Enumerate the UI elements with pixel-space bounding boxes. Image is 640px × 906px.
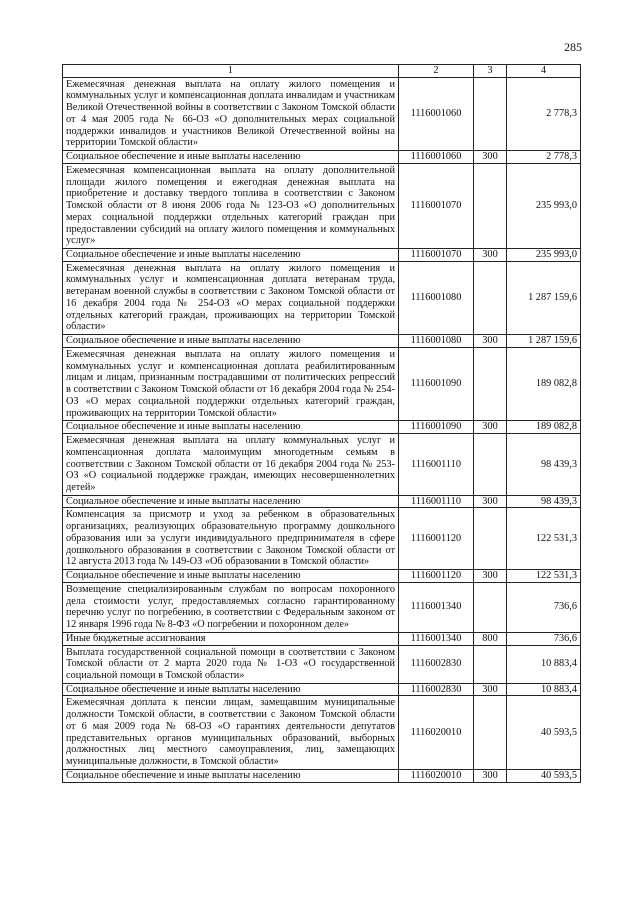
row-kind: 300 <box>474 421 507 434</box>
row-code: 1116001080 <box>399 335 474 348</box>
row-amount: 40 593,5 <box>507 769 581 782</box>
row-kind <box>474 163 507 248</box>
row-amount: 2 778,3 <box>507 77 581 150</box>
row-amount: 1 287 159,6 <box>507 261 581 334</box>
row-name: Ежемесячная денежная выплата на оплату жилого помещения и коммунальных услуг и компенсационная доплата реабилитированным лицам и лицам, признанным пострадавшими от политических репрессий в соответствии с Законом Томской области от 16 декабря 2004 года № 254-ОЗ «О мерах социальной поддержки отдельных категорий граждан, проживающих на территории Томской области» <box>63 347 399 420</box>
table-row <box>63 582 581 632</box>
row-code: 1116002830 <box>399 645 474 683</box>
table-row <box>63 77 581 150</box>
table-row <box>63 645 581 683</box>
row-code: 1116001060 <box>399 151 474 164</box>
table-row <box>63 249 581 262</box>
row-amount: 736,6 <box>507 582 581 632</box>
row-code: 1116020010 <box>399 769 474 782</box>
row-amount: 98 439,3 <box>507 434 581 496</box>
row-amount: 10 883,4 <box>507 645 581 683</box>
table-row <box>63 261 581 334</box>
row-name: Возмещение специализированным службам по вопросам похоронного дела стоимости услуг, предоставляемых согласно гарантированному перечню услуг по погребению, в соответствии с Федеральным законом от 12 января 1996 года № 8-ФЗ «О погребении и похоронном деле» <box>63 582 399 632</box>
row-kind: 300 <box>474 495 507 508</box>
row-amount: 1 287 159,6 <box>507 335 581 348</box>
row-code: 1116001060 <box>399 77 474 150</box>
row-name: Социальное обеспечение и иные выплаты населению <box>63 421 399 434</box>
row-name: Социальное обеспечение и иные выплаты населению <box>63 335 399 348</box>
table-row <box>63 335 581 348</box>
row-amount: 98 439,3 <box>507 495 581 508</box>
row-amount: 189 082,8 <box>507 347 581 420</box>
row-name: Компенсация за присмотр и уход за ребенком в образовательных организациях, реализующих образовательную программу дошкольного образования или за услуги индивидуального предпринимателя в сфере дошкольного образования в соответствии с Законом Томской области от 12 августа 2013 года № 149-ОЗ «Об образовании в Томской области» <box>63 508 399 570</box>
table-row <box>63 434 581 496</box>
row-code: 1116001340 <box>399 582 474 632</box>
table-row <box>63 683 581 696</box>
row-kind: 300 <box>474 683 507 696</box>
row-amount: 122 531,3 <box>507 570 581 583</box>
row-amount: 189 082,8 <box>507 421 581 434</box>
row-amount: 40 593,5 <box>507 696 581 769</box>
table-row <box>63 769 581 782</box>
table-row <box>63 696 581 769</box>
row-kind <box>474 696 507 769</box>
row-kind <box>474 434 507 496</box>
header-cell-1: 1 <box>63 65 399 78</box>
table-row <box>63 151 581 164</box>
row-code: 1116001120 <box>399 570 474 583</box>
row-code: 1116001090 <box>399 421 474 434</box>
row-kind: 300 <box>474 151 507 164</box>
row-code: 1116001120 <box>399 508 474 570</box>
table-row <box>63 495 581 508</box>
row-amount: 2 778,3 <box>507 151 581 164</box>
row-name: Социальное обеспечение и иные выплаты населению <box>63 769 399 782</box>
table-row <box>63 163 581 248</box>
row-amount: 10 883,4 <box>507 683 581 696</box>
row-code: 1116002830 <box>399 683 474 696</box>
row-name: Социальное обеспечение и иные выплаты населению <box>63 495 399 508</box>
page-number: 285 <box>564 40 582 54</box>
table-row <box>63 632 581 645</box>
header-cell-4: 4 <box>507 65 581 78</box>
row-code: 1116001110 <box>399 495 474 508</box>
row-name: Социальное обеспечение и иные выплаты населению <box>63 249 399 262</box>
row-kind: 300 <box>474 249 507 262</box>
table-row <box>63 570 581 583</box>
row-code: 1116001080 <box>399 261 474 334</box>
table-row <box>63 508 581 570</box>
row-kind: 300 <box>474 570 507 583</box>
row-kind <box>474 347 507 420</box>
row-name: Ежемесячная денежная выплата на оплату коммунальных услуг и компенсационная доплата малоимущим многодетным семьям в соответствии с Законом Томской области от 16 декабря 2004 года № 253-ОЗ «О социальной поддержке граждан, имеющих несовершеннолетних детей» <box>63 434 399 496</box>
row-name: Социальное обеспечение и иные выплаты населению <box>63 683 399 696</box>
row-name: Ежемесячная денежная выплата на оплату жилого помещения и коммунальных услуг и компенсационная доплата инвалидам и участникам Великой Отечественной войны в соответствии с Законом Томской области от 4 мая 2005 года № 66-ОЗ «О дополнительных мерах социальной поддержки инвалидов и участников Великой Отечественной войны на территории Томской области» <box>63 77 399 150</box>
row-name: Социальное обеспечение и иные выплаты населению <box>63 151 399 164</box>
row-kind: 800 <box>474 632 507 645</box>
row-kind: 300 <box>474 769 507 782</box>
row-amount: 122 531,3 <box>507 508 581 570</box>
row-name: Выплата государственной социальной помощи в соответствии с Законом Томской области от 2 марта 2020 года № 1-ОЗ «О государственной социальной помощи в Томской области» <box>63 645 399 683</box>
row-name: Ежемесячная доплата к пенсии лицам, замещавшим муниципальные должности Томской области, в соответствии с Законом Томской области от 6 мая 2009 года № 68-ОЗ «О гарантиях деятельности депутатов представительных органов муниципальных образований, выборных должностных лиц местного самоуправления, лиц, замещающих муниципальные должности, в Томской области» <box>63 696 399 769</box>
row-name: Социальное обеспечение и иные выплаты населению <box>63 570 399 583</box>
row-kind <box>474 77 507 150</box>
row-kind <box>474 582 507 632</box>
row-code: 1116001090 <box>399 347 474 420</box>
row-name: Ежемесячная денежная выплата на оплату жилого помещения и коммунальных услуг и компенсационная доплата ветеранам труда, ветеранам военной службы в соответствии с Законом Томской области от 16 декабря 2004 года № 254-ОЗ «О мерах социальной поддержки отдельных категорий граждан, проживающих на территории Томской области» <box>63 261 399 334</box>
row-code: 1116001340 <box>399 632 474 645</box>
row-kind: 300 <box>474 335 507 348</box>
row-code: 1116020010 <box>399 696 474 769</box>
row-name: Ежемесячная компенсационная выплата на оплату дополнительной площади жилого помещения и ежегодная денежная выплата на приобретение и доставку твердого топлива в соответствии с Законом Томской области от 8 июня 2006 года № 123-ОЗ «О дополнительных мерах социальной поддержки отдельных категорий граждан при предоставлении субсидий на оплату жилого помещения и коммунальных услуг» <box>63 163 399 248</box>
row-kind <box>474 645 507 683</box>
table-row <box>63 347 581 420</box>
budget-table <box>62 64 581 783</box>
header-cell-3: 3 <box>474 65 507 78</box>
row-amount: 235 993,0 <box>507 249 581 262</box>
row-code: 1116001110 <box>399 434 474 496</box>
row-name: Иные бюджетные ассигнования <box>63 632 399 645</box>
table-row <box>63 421 581 434</box>
table-header-row <box>63 65 581 78</box>
row-code: 1116001070 <box>399 249 474 262</box>
row-amount: 736,6 <box>507 632 581 645</box>
row-kind <box>474 261 507 334</box>
header-cell-2: 2 <box>399 65 474 78</box>
row-amount: 235 993,0 <box>507 163 581 248</box>
row-kind <box>474 508 507 570</box>
row-code: 1116001070 <box>399 163 474 248</box>
